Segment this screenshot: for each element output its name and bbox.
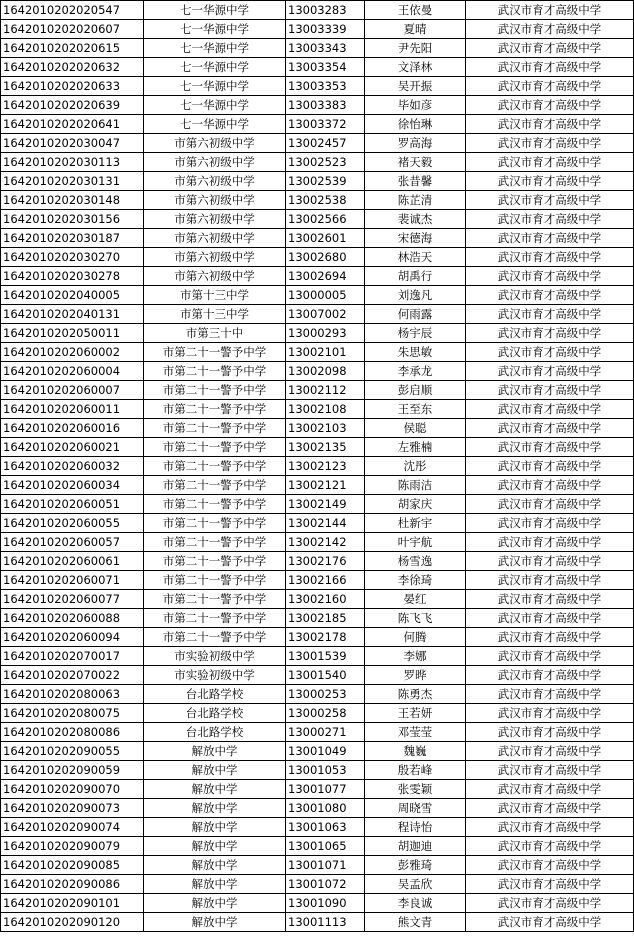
student-name-cell: 王依曼 (365, 1, 466, 20)
middle-school-cell: 七一华源中学 (144, 1, 286, 20)
student-name-cell: 熊文青 (365, 913, 466, 932)
table-row (1, 837, 634, 856)
exam-id-cell: 1642010202090059 (1, 761, 144, 780)
table-row (1, 362, 634, 381)
student-number-cell: 13001053 (286, 761, 365, 780)
middle-school-cell: 解放中学 (144, 761, 286, 780)
table-row (1, 761, 634, 780)
admitted-school-cell: 武汉市育才高级中学 (466, 666, 634, 685)
admitted-school-cell: 武汉市育才高级中学 (466, 286, 634, 305)
admitted-school-cell: 武汉市育才高级中学 (466, 229, 634, 248)
table-row (1, 248, 634, 267)
admitted-school-cell: 武汉市育才高级中学 (466, 134, 634, 153)
middle-school-cell: 市第三十中 (144, 324, 286, 343)
student-name-cell: 徐怡琳 (365, 115, 466, 134)
table-row (1, 305, 634, 324)
admitted-school-cell: 武汉市育才高级中学 (466, 533, 634, 552)
student-number-cell: 13003353 (286, 77, 365, 96)
middle-school-cell: 市第六初级中学 (144, 210, 286, 229)
admitted-school-cell: 武汉市育才高级中学 (466, 761, 634, 780)
middle-school-cell: 市第二十一警予中学 (144, 571, 286, 590)
admitted-school-cell: 武汉市育才高级中学 (466, 438, 634, 457)
admitted-school-cell: 武汉市育才高级中学 (466, 628, 634, 647)
student-number-cell: 13002101 (286, 343, 365, 362)
admitted-school-cell: 武汉市育才高级中学 (466, 210, 634, 229)
table-row (1, 115, 634, 134)
table-row (1, 457, 634, 476)
student-name-cell: 彭雅琦 (365, 856, 466, 875)
student-name-cell: 杜新宇 (365, 514, 466, 533)
student-number-cell: 13000005 (286, 286, 365, 305)
student-number-cell: 13001072 (286, 875, 365, 894)
middle-school-cell: 台北路学校 (144, 704, 286, 723)
exam-id-cell: 1642010202020632 (1, 58, 144, 77)
admitted-school-cell: 武汉市育才高级中学 (466, 495, 634, 514)
admitted-school-cell: 武汉市育才高级中学 (466, 894, 634, 913)
middle-school-cell: 市第六初级中学 (144, 267, 286, 286)
table-row (1, 647, 634, 666)
exam-id-cell: 1642010202060071 (1, 571, 144, 590)
table-row (1, 96, 634, 115)
student-number-cell: 13002108 (286, 400, 365, 419)
table-row (1, 666, 634, 685)
exam-id-cell: 1642010202060016 (1, 419, 144, 438)
admitted-school-cell: 武汉市育才高级中学 (466, 153, 634, 172)
student-name-cell: 李娜 (365, 647, 466, 666)
middle-school-cell: 市第二十一警予中学 (144, 400, 286, 419)
exam-id-cell: 1642010202090055 (1, 742, 144, 761)
student-name-cell: 王至东 (365, 400, 466, 419)
student-number-cell: 13002601 (286, 229, 365, 248)
admitted-school-cell: 武汉市育才高级中学 (466, 1, 634, 20)
student-number-cell: 13003343 (286, 39, 365, 58)
student-number-cell: 13002144 (286, 514, 365, 533)
admitted-school-cell: 武汉市育才高级中学 (466, 913, 634, 932)
exam-id-cell: 1642010202090086 (1, 875, 144, 894)
exam-id-cell: 1642010202090073 (1, 799, 144, 818)
student-number-cell: 13001090 (286, 894, 365, 913)
student-name-cell: 吴孟欣 (365, 875, 466, 894)
student-name-cell: 陈雨洁 (365, 476, 466, 495)
exam-id-cell: 1642010202040131 (1, 305, 144, 324)
admitted-school-cell: 武汉市育才高级中学 (466, 305, 634, 324)
middle-school-cell: 七一华源中学 (144, 20, 286, 39)
student-number-cell: 13002166 (286, 571, 365, 590)
table-row (1, 381, 634, 400)
table-row (1, 1, 634, 20)
student-name-cell: 王若妍 (365, 704, 466, 723)
admitted-school-cell: 武汉市育才高级中学 (466, 457, 634, 476)
student-number-cell: 13001540 (286, 666, 365, 685)
student-name-cell: 陈勇杰 (365, 685, 466, 704)
table-row (1, 495, 634, 514)
exam-id-cell: 1642010202020639 (1, 96, 144, 115)
exam-id-cell: 1642010202030278 (1, 267, 144, 286)
student-name-cell: 沈彤 (365, 457, 466, 476)
admitted-school-cell: 武汉市育才高级中学 (466, 780, 634, 799)
admitted-school-cell: 武汉市育才高级中学 (466, 609, 634, 628)
admitted-school-cell: 武汉市育才高级中学 (466, 172, 634, 191)
student-number-cell: 13002160 (286, 590, 365, 609)
middle-school-cell: 解放中学 (144, 818, 286, 837)
table-body (1, 1, 634, 932)
middle-school-cell: 市第二十一警予中学 (144, 495, 286, 514)
table-row (1, 780, 634, 799)
admitted-school-cell: 武汉市育才高级中学 (466, 799, 634, 818)
table-row (1, 704, 634, 723)
middle-school-cell: 市第二十一警予中学 (144, 609, 286, 628)
table-row (1, 267, 634, 286)
exam-id-cell: 1642010202020641 (1, 115, 144, 134)
student-number-cell: 13000293 (286, 324, 365, 343)
middle-school-cell: 解放中学 (144, 913, 286, 932)
table-row (1, 476, 634, 495)
admitted-school-cell: 武汉市育才高级中学 (466, 77, 634, 96)
student-number-cell: 13002523 (286, 153, 365, 172)
exam-id-cell: 1642010202060004 (1, 362, 144, 381)
middle-school-cell: 市第六初级中学 (144, 229, 286, 248)
middle-school-cell: 市第二十一警予中学 (144, 438, 286, 457)
middle-school-cell: 市第六初级中学 (144, 248, 286, 267)
exam-id-cell: 1642010202030131 (1, 172, 144, 191)
student-number-cell: 13002457 (286, 134, 365, 153)
table-row (1, 723, 634, 742)
student-name-cell: 褚天毅 (365, 153, 466, 172)
middle-school-cell: 市第二十一警予中学 (144, 514, 286, 533)
exam-id-cell: 1642010202060032 (1, 457, 144, 476)
exam-id-cell: 1642010202090085 (1, 856, 144, 875)
student-name-cell: 彭启顺 (365, 381, 466, 400)
admitted-school-cell: 武汉市育才高级中学 (466, 837, 634, 856)
admitted-school-cell: 武汉市育才高级中学 (466, 590, 634, 609)
middle-school-cell: 市实验初级中学 (144, 666, 286, 685)
middle-school-cell: 解放中学 (144, 742, 286, 761)
table-row (1, 818, 634, 837)
admitted-school-cell: 武汉市育才高级中学 (466, 324, 634, 343)
admitted-school-cell: 武汉市育才高级中学 (466, 39, 634, 58)
student-name-cell: 裴诚杰 (365, 210, 466, 229)
student-number-cell: 13002098 (286, 362, 365, 381)
middle-school-cell: 七一华源中学 (144, 77, 286, 96)
middle-school-cell: 台北路学校 (144, 685, 286, 704)
middle-school-cell: 七一华源中学 (144, 115, 286, 134)
student-number-cell: 13001071 (286, 856, 365, 875)
exam-id-cell: 1642010202030047 (1, 134, 144, 153)
student-name-cell: 杨雪逸 (365, 552, 466, 571)
admitted-school-cell: 武汉市育才高级中学 (466, 362, 634, 381)
exam-id-cell: 1642010202020615 (1, 39, 144, 58)
middle-school-cell: 七一华源中学 (144, 39, 286, 58)
middle-school-cell: 市实验初级中学 (144, 647, 286, 666)
admitted-school-cell: 武汉市育才高级中学 (466, 856, 634, 875)
student-name-cell: 张雯颖 (365, 780, 466, 799)
exam-id-cell: 1642010202020633 (1, 77, 144, 96)
exam-id-cell: 1642010202060034 (1, 476, 144, 495)
exam-id-cell: 1642010202090079 (1, 837, 144, 856)
admitted-school-cell: 武汉市育才高级中学 (466, 476, 634, 495)
exam-id-cell: 1642010202030187 (1, 229, 144, 248)
table-row (1, 514, 634, 533)
middle-school-cell: 市第二十一警予中学 (144, 533, 286, 552)
exam-id-cell: 1642010202080086 (1, 723, 144, 742)
exam-id-cell: 1642010202080063 (1, 685, 144, 704)
middle-school-cell: 市第二十一警予中学 (144, 419, 286, 438)
exam-id-cell: 1642010202090120 (1, 913, 144, 932)
middle-school-cell: 市第十三中学 (144, 305, 286, 324)
admitted-school-cell: 武汉市育才高级中学 (466, 419, 634, 438)
student-number-cell: 13002135 (286, 438, 365, 457)
student-number-cell: 13002121 (286, 476, 365, 495)
student-name-cell: 魏巍 (365, 742, 466, 761)
admitted-school-cell: 武汉市育才高级中学 (466, 571, 634, 590)
admitted-school-cell: 武汉市育才高级中学 (466, 248, 634, 267)
middle-school-cell: 解放中学 (144, 799, 286, 818)
student-name-cell: 李徐琦 (365, 571, 466, 590)
student-name-cell: 张昔馨 (365, 172, 466, 191)
exam-id-cell: 1642010202030148 (1, 191, 144, 210)
middle-school-cell: 七一华源中学 (144, 58, 286, 77)
student-name-cell: 毕如彦 (365, 96, 466, 115)
student-name-cell: 胡家庆 (365, 495, 466, 514)
student-name-cell: 何雨露 (365, 305, 466, 324)
student-name-cell: 杨宇辰 (365, 324, 466, 343)
table-row (1, 153, 634, 172)
middle-school-cell: 市第十三中学 (144, 286, 286, 305)
student-number-cell: 13002538 (286, 191, 365, 210)
table-row (1, 609, 634, 628)
middle-school-cell: 市第六初级中学 (144, 172, 286, 191)
student-name-cell: 叶宇航 (365, 533, 466, 552)
middle-school-cell: 市第二十一警予中学 (144, 343, 286, 362)
student-name-cell: 李承龙 (365, 362, 466, 381)
student-name-cell: 程诗怡 (365, 818, 466, 837)
student-name-cell: 林浩天 (365, 248, 466, 267)
table-row (1, 191, 634, 210)
student-number-cell: 13003339 (286, 20, 365, 39)
student-name-cell: 文泽林 (365, 58, 466, 77)
table-row (1, 419, 634, 438)
table-row (1, 685, 634, 704)
student-name-cell: 左雅楠 (365, 438, 466, 457)
student-name-cell: 胡禹行 (365, 267, 466, 286)
middle-school-cell: 市第二十一警予中学 (144, 552, 286, 571)
student-number-cell: 13001063 (286, 818, 365, 837)
student-number-cell: 13001065 (286, 837, 365, 856)
student-number-cell: 13003383 (286, 96, 365, 115)
middle-school-cell: 七一华源中学 (144, 96, 286, 115)
student-number-cell: 13002680 (286, 248, 365, 267)
student-number-cell: 13002103 (286, 419, 365, 438)
middle-school-cell: 市第二十一警予中学 (144, 362, 286, 381)
exam-id-cell: 1642010202030156 (1, 210, 144, 229)
middle-school-cell: 解放中学 (144, 837, 286, 856)
student-name-cell: 周晓雪 (365, 799, 466, 818)
student-name-cell: 夏晴 (365, 20, 466, 39)
admitted-school-cell: 武汉市育才高级中学 (466, 267, 634, 286)
student-number-cell: 13002185 (286, 609, 365, 628)
table-row (1, 590, 634, 609)
middle-school-cell: 市第六初级中学 (144, 191, 286, 210)
exam-id-cell: 1642010202020547 (1, 1, 144, 20)
admitted-school-cell: 武汉市育才高级中学 (466, 191, 634, 210)
exam-id-cell: 1642010202070022 (1, 666, 144, 685)
student-number-cell: 13003283 (286, 1, 365, 20)
student-number-cell: 13007002 (286, 305, 365, 324)
exam-id-cell: 1642010202060021 (1, 438, 144, 457)
student-name-cell: 刘逸凡 (365, 286, 466, 305)
middle-school-cell: 解放中学 (144, 875, 286, 894)
admitted-school-cell: 武汉市育才高级中学 (466, 647, 634, 666)
admitted-school-cell: 武汉市育才高级中学 (466, 115, 634, 134)
middle-school-cell: 市第二十一警予中学 (144, 457, 286, 476)
exam-id-cell: 1642010202060051 (1, 495, 144, 514)
student-name-cell: 宋德海 (365, 229, 466, 248)
table-row (1, 628, 634, 647)
student-name-cell: 李良诚 (365, 894, 466, 913)
table-row (1, 134, 634, 153)
table-row (1, 210, 634, 229)
student-number-cell: 13002112 (286, 381, 365, 400)
middle-school-cell: 市第二十一警予中学 (144, 381, 286, 400)
student-number-cell: 13002142 (286, 533, 365, 552)
student-number-cell: 13001049 (286, 742, 365, 761)
exam-id-cell: 1642010202070017 (1, 647, 144, 666)
admitted-school-cell: 武汉市育才高级中学 (466, 20, 634, 39)
student-number-cell: 13003354 (286, 58, 365, 77)
exam-id-cell: 1642010202060088 (1, 609, 144, 628)
student-number-cell: 13001539 (286, 647, 365, 666)
student-number-cell: 13002123 (286, 457, 365, 476)
exam-id-cell: 1642010202040005 (1, 286, 144, 305)
student-name-cell: 罗高海 (365, 134, 466, 153)
table-row (1, 343, 634, 362)
table-row (1, 533, 634, 552)
table-row (1, 58, 634, 77)
table-row (1, 324, 634, 343)
exam-id-cell: 1642010202060002 (1, 343, 144, 362)
admitted-school-cell: 武汉市育才高级中学 (466, 552, 634, 571)
student-name-cell: 罗晔 (365, 666, 466, 685)
middle-school-cell: 市第二十一警予中学 (144, 476, 286, 495)
admitted-school-cell: 武汉市育才高级中学 (466, 400, 634, 419)
exam-id-cell: 1642010202020607 (1, 20, 144, 39)
table-row (1, 875, 634, 894)
admitted-school-cell: 武汉市育才高级中学 (466, 514, 634, 533)
student-number-cell: 13000271 (286, 723, 365, 742)
student-number-cell: 13003372 (286, 115, 365, 134)
table-row (1, 552, 634, 571)
table-row (1, 799, 634, 818)
middle-school-cell: 台北路学校 (144, 723, 286, 742)
student-number-cell: 13000253 (286, 685, 365, 704)
table-row (1, 77, 634, 96)
table-row (1, 400, 634, 419)
student-number-cell: 13001077 (286, 780, 365, 799)
student-number-cell: 13001113 (286, 913, 365, 932)
table-row (1, 438, 634, 457)
student-number-cell: 13000258 (286, 704, 365, 723)
exam-id-cell: 1642010202060061 (1, 552, 144, 571)
admitted-school-cell: 武汉市育才高级中学 (466, 58, 634, 77)
student-name-cell: 陈芷清 (365, 191, 466, 210)
student-name-cell: 陈飞飞 (365, 609, 466, 628)
student-number-cell: 13001080 (286, 799, 365, 818)
student-name-cell: 吴开振 (365, 77, 466, 96)
table-row (1, 571, 634, 590)
exam-id-cell: 1642010202090101 (1, 894, 144, 913)
student-number-cell: 13002539 (286, 172, 365, 191)
middle-school-cell: 解放中学 (144, 894, 286, 913)
admitted-school-cell: 武汉市育才高级中学 (466, 742, 634, 761)
exam-id-cell: 1642010202060077 (1, 590, 144, 609)
table-row (1, 286, 634, 305)
table-row (1, 913, 634, 932)
table-row (1, 742, 634, 761)
middle-school-cell: 市第六初级中学 (144, 134, 286, 153)
admitted-school-cell: 武汉市育才高级中学 (466, 685, 634, 704)
middle-school-cell: 市第六初级中学 (144, 153, 286, 172)
admitted-school-cell: 武汉市育才高级中学 (466, 96, 634, 115)
student-number-cell: 13002149 (286, 495, 365, 514)
exam-id-cell: 1642010202090070 (1, 780, 144, 799)
exam-id-cell: 1642010202050011 (1, 324, 144, 343)
student-name-cell: 何腾 (365, 628, 466, 647)
table-row (1, 39, 634, 58)
table-row (1, 894, 634, 913)
student-name-cell: 侯聪 (365, 419, 466, 438)
table-row (1, 172, 634, 191)
admitted-school-cell: 武汉市育才高级中学 (466, 723, 634, 742)
table-row (1, 20, 634, 39)
exam-id-cell: 1642010202060011 (1, 400, 144, 419)
exam-id-cell: 1642010202060055 (1, 514, 144, 533)
admitted-school-cell: 武汉市育才高级中学 (466, 704, 634, 723)
exam-id-cell: 1642010202060007 (1, 381, 144, 400)
middle-school-cell: 市第二十一警予中学 (144, 590, 286, 609)
student-name-cell: 尹先阳 (365, 39, 466, 58)
middle-school-cell: 市第二十一警予中学 (144, 628, 286, 647)
exam-id-cell: 1642010202060094 (1, 628, 144, 647)
student-number-cell: 13002176 (286, 552, 365, 571)
middle-school-cell: 解放中学 (144, 856, 286, 875)
middle-school-cell: 解放中学 (144, 780, 286, 799)
student-number-cell: 13002178 (286, 628, 365, 647)
student-name-cell: 邓莹莹 (365, 723, 466, 742)
student-name-cell: 晏红 (365, 590, 466, 609)
student-name-cell: 朱思敏 (365, 343, 466, 362)
exam-id-cell: 1642010202030270 (1, 248, 144, 267)
admitted-school-cell: 武汉市育才高级中学 (466, 818, 634, 837)
student-number-cell: 13002694 (286, 267, 365, 286)
table-row (1, 229, 634, 248)
student-name-cell: 胡迦迪 (365, 837, 466, 856)
admitted-school-cell: 武汉市育才高级中学 (466, 875, 634, 894)
student-name-cell: 殷若峰 (365, 761, 466, 780)
exam-id-cell: 1642010202090074 (1, 818, 144, 837)
exam-id-cell: 1642010202030113 (1, 153, 144, 172)
exam-id-cell: 1642010202080075 (1, 704, 144, 723)
admitted-school-cell: 武汉市育才高级中学 (466, 381, 634, 400)
exam-id-cell: 1642010202060057 (1, 533, 144, 552)
student-number-cell: 13002566 (286, 210, 365, 229)
table-row (1, 856, 634, 875)
admitted-school-cell: 武汉市育才高级中学 (466, 343, 634, 362)
